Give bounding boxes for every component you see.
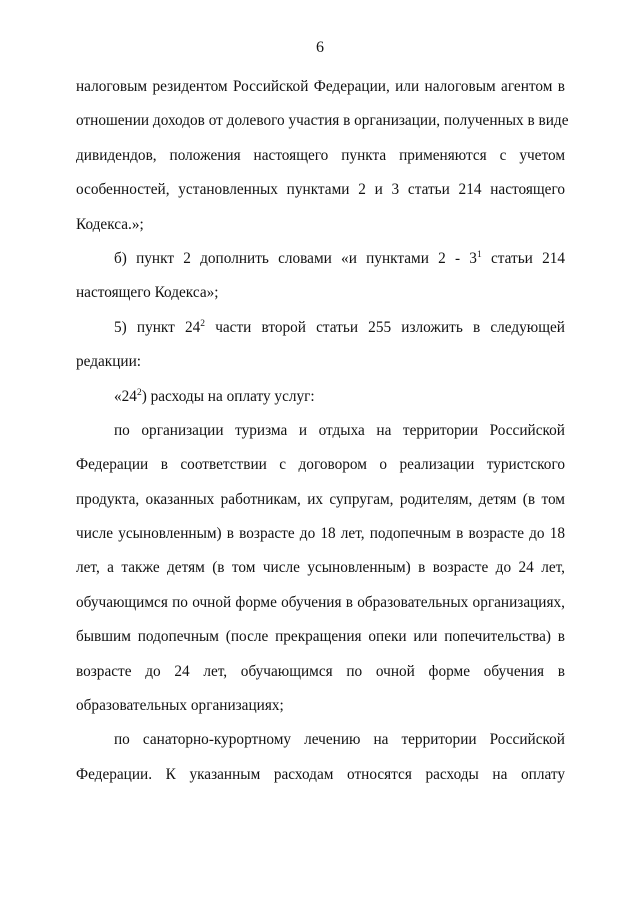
text-line xyxy=(76,242,565,276)
text-span: б) пункт 2 дополнить словами «и пунктами xyxy=(114,249,429,267)
superscript: 1 xyxy=(476,249,482,260)
text-line: бывшим подопечным (после прекращения опеки или попечительства) в xyxy=(76,628,565,646)
text-line: по организации туризма и отдыха на территории Российской xyxy=(114,421,565,439)
superscript: 2 xyxy=(136,387,142,398)
text-line: налоговым резидентом Российской Федерации, или налоговым агентом в xyxy=(76,78,565,95)
paragraph-tourism xyxy=(76,414,565,724)
paragraph-continuation xyxy=(76,70,569,242)
paragraph-item-b xyxy=(76,242,565,311)
text-line: Федерации в соответствии с договором о реализации туристского xyxy=(76,456,565,474)
text-line: Кодекса.»; xyxy=(76,215,144,233)
paragraph-quote-heading xyxy=(76,380,565,414)
text-span: части второй статьи 255 изложить в следующей xyxy=(215,318,565,336)
text-line xyxy=(76,311,565,345)
paragraph-item-5 xyxy=(76,311,565,380)
text-line xyxy=(76,380,565,414)
text-line: настоящего Кодекса»; xyxy=(76,284,219,302)
document-body xyxy=(76,70,569,792)
text-span: 5) пункт xyxy=(114,318,175,336)
page-number: 6 xyxy=(316,39,324,56)
text-span: ) расходы на оплату услуг: xyxy=(141,387,315,405)
text-line: отношении доходов от долевого участия в организации, полученных в виде xyxy=(76,112,569,130)
text-line: обучающимся по очной форме обучения в образовательных организациях, xyxy=(76,593,565,611)
text-span: «24 xyxy=(114,387,137,405)
paragraph-sanatorium xyxy=(76,723,565,792)
text-line: Федерации. К указанным расходам относятся расходы на оплату xyxy=(76,765,565,783)
text-line: особенностей, установленных пунктами 2 и 3 статьи 214 настоящего xyxy=(76,181,565,199)
text-line: дивидендов, положения настоящего пункта применяются с учетом xyxy=(76,146,565,164)
text-line: числе усыновленным) в возрасте до 18 лет, подопечным в возрасте до 18 xyxy=(76,525,565,543)
text-line: продукта, оказанных работникам, их супругам, родителям, детям (в том xyxy=(76,490,565,508)
text-span: 24 xyxy=(185,318,201,336)
text-line: редакции: xyxy=(76,353,142,371)
text-line: возрасте до 24 лет, обучающимся по очной форме обучения в xyxy=(76,662,565,680)
superscript: 2 xyxy=(200,318,206,329)
text-span xyxy=(185,319,205,336)
text-line: по санаторно-курортному лечению на территории Российской xyxy=(114,731,565,749)
text-span: статьи 214 xyxy=(490,249,566,267)
text-line: образовательных организациях; xyxy=(76,697,284,715)
text-line: лет, а также детям (в том числе усыновленным) в возрасте до 24 лет, xyxy=(76,559,565,577)
text-span: 2 - 3 xyxy=(438,249,477,267)
